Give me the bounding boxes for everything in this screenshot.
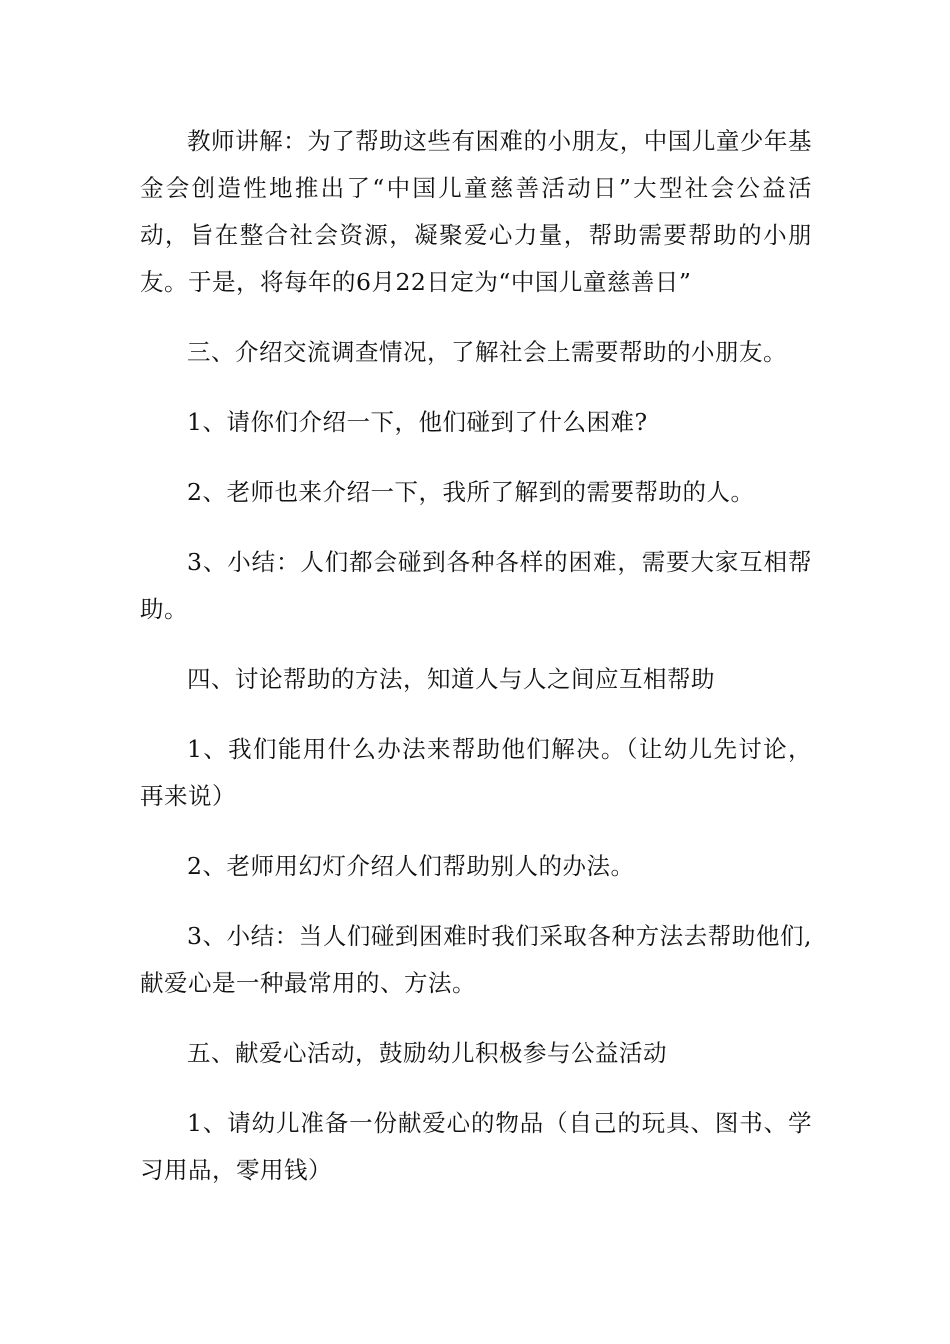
paragraph-spacer (140, 703, 812, 726)
list-item-summary: 3、小结：当人们碰到困难时我们采取各种方法去帮助他们,献爱心是一种最常用的、方法。 (140, 922, 812, 997)
paragraph-spacer (140, 306, 812, 329)
document-body (140, 118, 812, 1194)
list-item: 2、老师用幻灯介绍人们帮助别人的办法。 (187, 852, 635, 880)
paragraph-spacer (140, 1007, 812, 1030)
list-item: 1、我们能用什么办法来帮助他们解决。（让幼儿先讨论，再来说） (140, 735, 812, 810)
paragraph-spacer (140, 820, 812, 843)
paragraph-spacer (140, 890, 812, 913)
list-item: 1、请幼儿准备一份献爱心的物品（自己的玩具、图书、学习用品，零用钱） (140, 1109, 812, 1184)
list-item: 2、老师也来介绍一下，我所了解到的需要帮助的人。 (187, 478, 755, 506)
section-heading-5: 五、献爱心活动，鼓励幼儿积极参与公益活动 (187, 1039, 667, 1067)
paragraph-teacher-explanation: 教师讲解：为了帮助这些有困难的小朋友，中国儿童少年基金会创造性地推出了“中国儿童慈善活动日”大型社会公益活动，旨在整合社会资源，凝聚爱心力量，帮助需要帮助的小朋友。于是，将每年的6月22日定为“中国儿童慈善日” (140, 127, 812, 296)
paragraph-spacer (140, 633, 812, 656)
paragraph-spacer (140, 376, 812, 399)
paragraph-spacer (140, 516, 812, 539)
list-item-summary: 3、小结：人们都会碰到各种各样的困难，需要大家互相帮助。 (140, 548, 812, 623)
list-item: 1、请你们介绍一下，他们碰到了什么困难? (187, 408, 648, 436)
section-heading-4: 四、讨论帮助的方法，知道人与人之间应互相帮助 (187, 665, 715, 693)
paragraph-spacer (140, 446, 812, 469)
paragraph-spacer (140, 1077, 812, 1100)
section-heading-3: 三、介绍交流调查情况，了解社会上需要帮助的小朋友。 (187, 338, 787, 366)
